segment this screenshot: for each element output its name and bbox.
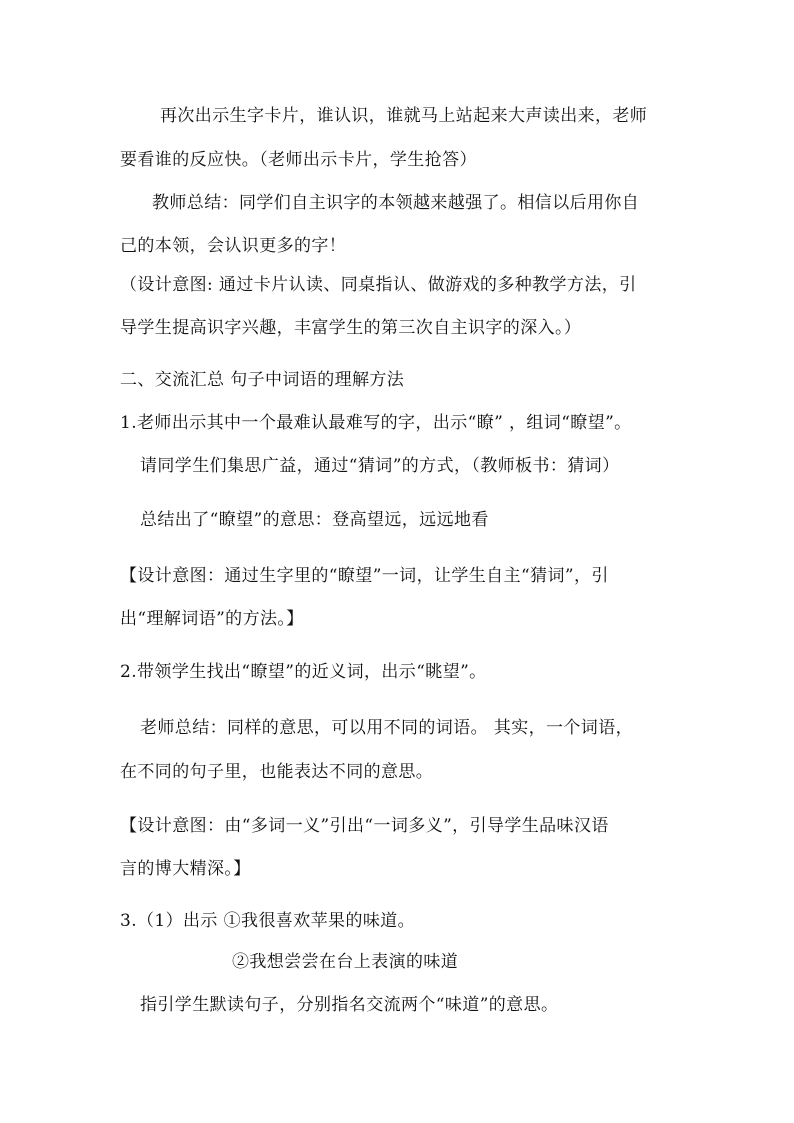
section-heading: 二、交流汇总 句子中词语的理解方法 (120, 370, 405, 390)
paragraph-line: ②我想尝尝在台上表演的味道 (232, 952, 459, 972)
design-note-line: 【设计意图：通过生字里的“瞭望”一词，让学生自主“猜词”，引 (120, 566, 609, 586)
paragraph-line: 指引学生默读句子，分别指名交流两个“味道”的意思。 (140, 995, 559, 1015)
paragraph-line: 己的本领，会认识更多的字！ (120, 236, 347, 256)
paragraph-line: 要看谁的反应快。（老师出示卡片，学生抢答） (120, 150, 477, 170)
paragraph-line: 再次出示生字卡片，谁认识，谁就马上站起来大声读出来，老师 (160, 106, 648, 126)
paragraph-line: 教师总结：同学们自主识字的本领越来越强了。相信以后用你自 (152, 193, 640, 213)
design-note-line: 导学生提高识字兴趣，丰富学生的第三次自主识字的深入。） (120, 318, 582, 338)
paragraph-line: 1.老师出示其中一个最难认最难写的字，出示“瞭” ，组词“瞭望”。 (120, 413, 632, 433)
paragraph-line: 3.（1）出示 ①我很喜欢苹果的味道。 (120, 911, 416, 931)
paragraph-line: 请同学生们集思广益，通过“猜词”的方式，（教师板书：猜词） (140, 456, 620, 476)
design-note-line: 出“理解词语”的方法。】 (120, 609, 304, 629)
paragraph-line: 在不同的句子里，也能表达不同的意思。 (120, 762, 434, 782)
design-note-line: （设计意图: 通过卡片认读、同桌指认、做游戏的多种教学方法，引 (120, 275, 637, 295)
design-note-line: 【设计意图：由“多词一义”引出“一词多义”，引导学生品味汉语 (120, 816, 609, 836)
paragraph-line: 总结出了“瞭望”的意思：登高望远，远远地看 (140, 510, 489, 530)
design-note-line: 言的博大精深。】 (120, 859, 251, 879)
paragraph-line: 老师总结：同样的意思，可以用不同的词语。 其实，一个词语， (140, 718, 634, 738)
paragraph-line: 2.带领学生找出“瞭望”的近义词，出示“眺望”。 (120, 662, 487, 682)
